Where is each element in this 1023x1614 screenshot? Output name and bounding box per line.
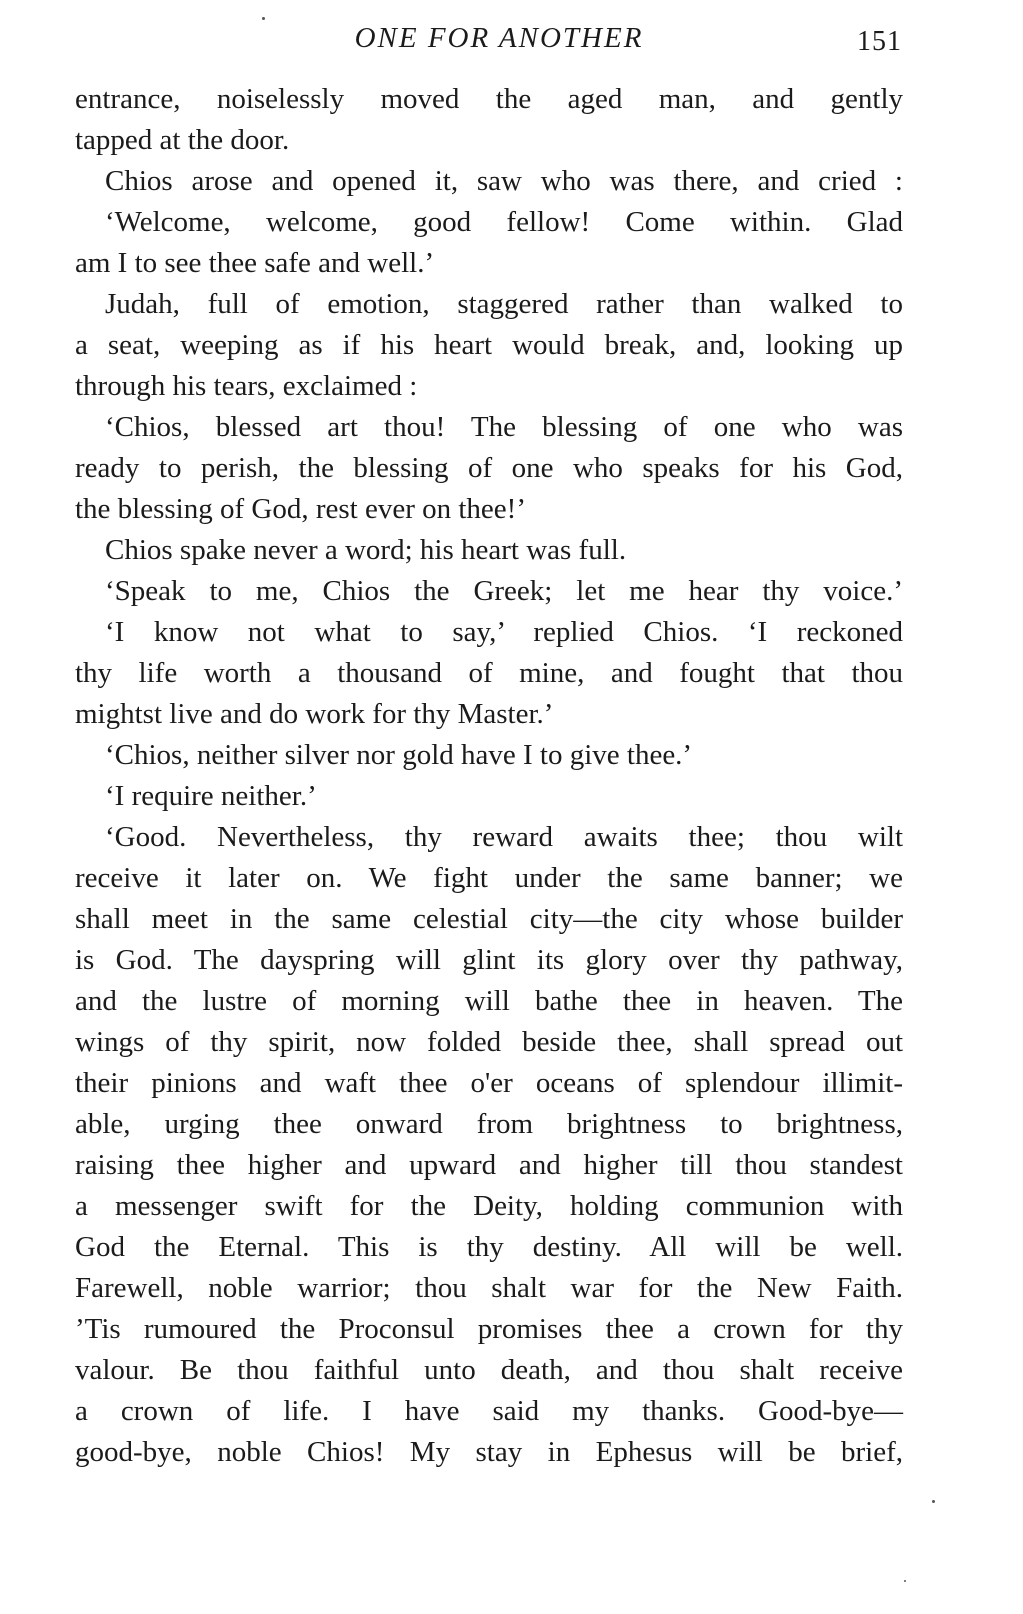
text-line: raising thee higher and upward and higher till thou standest — [75, 1149, 903, 1181]
scan-speck — [932, 1500, 935, 1503]
text-line: ‘I know not what to say,’ replied Chios. ‘I reckoned — [105, 616, 903, 648]
text-line: wings of thy spirit, now folded beside thee, shall spread out — [75, 1026, 903, 1058]
text-line: God the Eternal. This is thy destiny. All will be well. — [75, 1231, 903, 1263]
text-line: Chios spake never a word; his heart was full. — [105, 534, 627, 566]
page-number: 151 — [857, 26, 902, 57]
text-line: ‘Welcome, welcome, good fellow! Come within. Glad — [105, 206, 903, 238]
text-line: a crown of life. I have said my thanks. Good-bye— — [75, 1395, 903, 1427]
text-line: ’Tis rumoured the Proconsul promises thee a crown for thy — [75, 1313, 903, 1345]
text-line: ‘Chios, neither silver nor gold have I to give thee.’ — [105, 739, 693, 771]
text-line: their pinions and waft thee o'er oceans of splendour illimit- — [75, 1067, 903, 1099]
text-line: tapped at the door. — [75, 124, 290, 156]
text-line: through his tears, exclaimed : — [75, 370, 418, 402]
text-line: valour. Be thou faithful unto death, and thou shalt receive — [75, 1354, 903, 1386]
text-line: ‘Speak to me, Chios the Greek; let me hear thy voice.’ — [105, 575, 903, 607]
text-line: the blessing of God, rest ever on thee!’ — [75, 493, 526, 525]
text-line: a seat, weeping as if his heart would break, and, looking up — [75, 329, 903, 361]
text-line: mightst live and do work for thy Master.’ — [75, 698, 554, 730]
text-line: thy life worth a thousand of mine, and fought that thou — [75, 657, 903, 689]
text-line: Chios arose and opened it, saw who was there, and cried : — [105, 165, 903, 197]
text-line: a messenger swift for the Deity, holding communion with — [75, 1190, 903, 1222]
text-line: is God. The dayspring will glint its glory over thy pathway, — [75, 944, 903, 976]
text-line: Judah, full of emotion, staggered rather than walked to — [105, 288, 903, 320]
text-line: good-bye, noble Chios! My stay in Ephesus will be brief, — [75, 1436, 903, 1468]
text-line: ‘Chios, blessed art thou! The blessing of one who was — [105, 411, 903, 443]
scan-speck — [262, 17, 265, 20]
text-line: ready to perish, the blessing of one who speaks for his God, — [75, 452, 903, 484]
text-line: able, urging thee onward from brightness to brightness, — [75, 1108, 903, 1140]
text-line: ‘I require neither.’ — [105, 780, 317, 812]
text-line: ‘Good. Nevertheless, thy reward awaits thee; thou wilt — [105, 821, 903, 853]
text-line: entrance, noiselessly moved the aged man, and gently — [75, 83, 903, 115]
running-title: ONE FOR ANOTHER — [354, 22, 644, 54]
running-head — [78, 16, 920, 60]
text-line: am I to see thee safe and well.’ — [75, 247, 435, 279]
text-line: and the lustre of morning will bathe thee in heaven. The — [75, 985, 903, 1017]
scan-speck — [904, 1580, 906, 1582]
body-text — [75, 79, 903, 1473]
text-line: shall meet in the same celestial city—the city whose builder — [75, 903, 903, 935]
text-line: Farewell, noble warrior; thou shalt war for the New Faith. — [75, 1272, 903, 1304]
text-line: receive it later on. We fight under the same banner; we — [75, 862, 903, 894]
